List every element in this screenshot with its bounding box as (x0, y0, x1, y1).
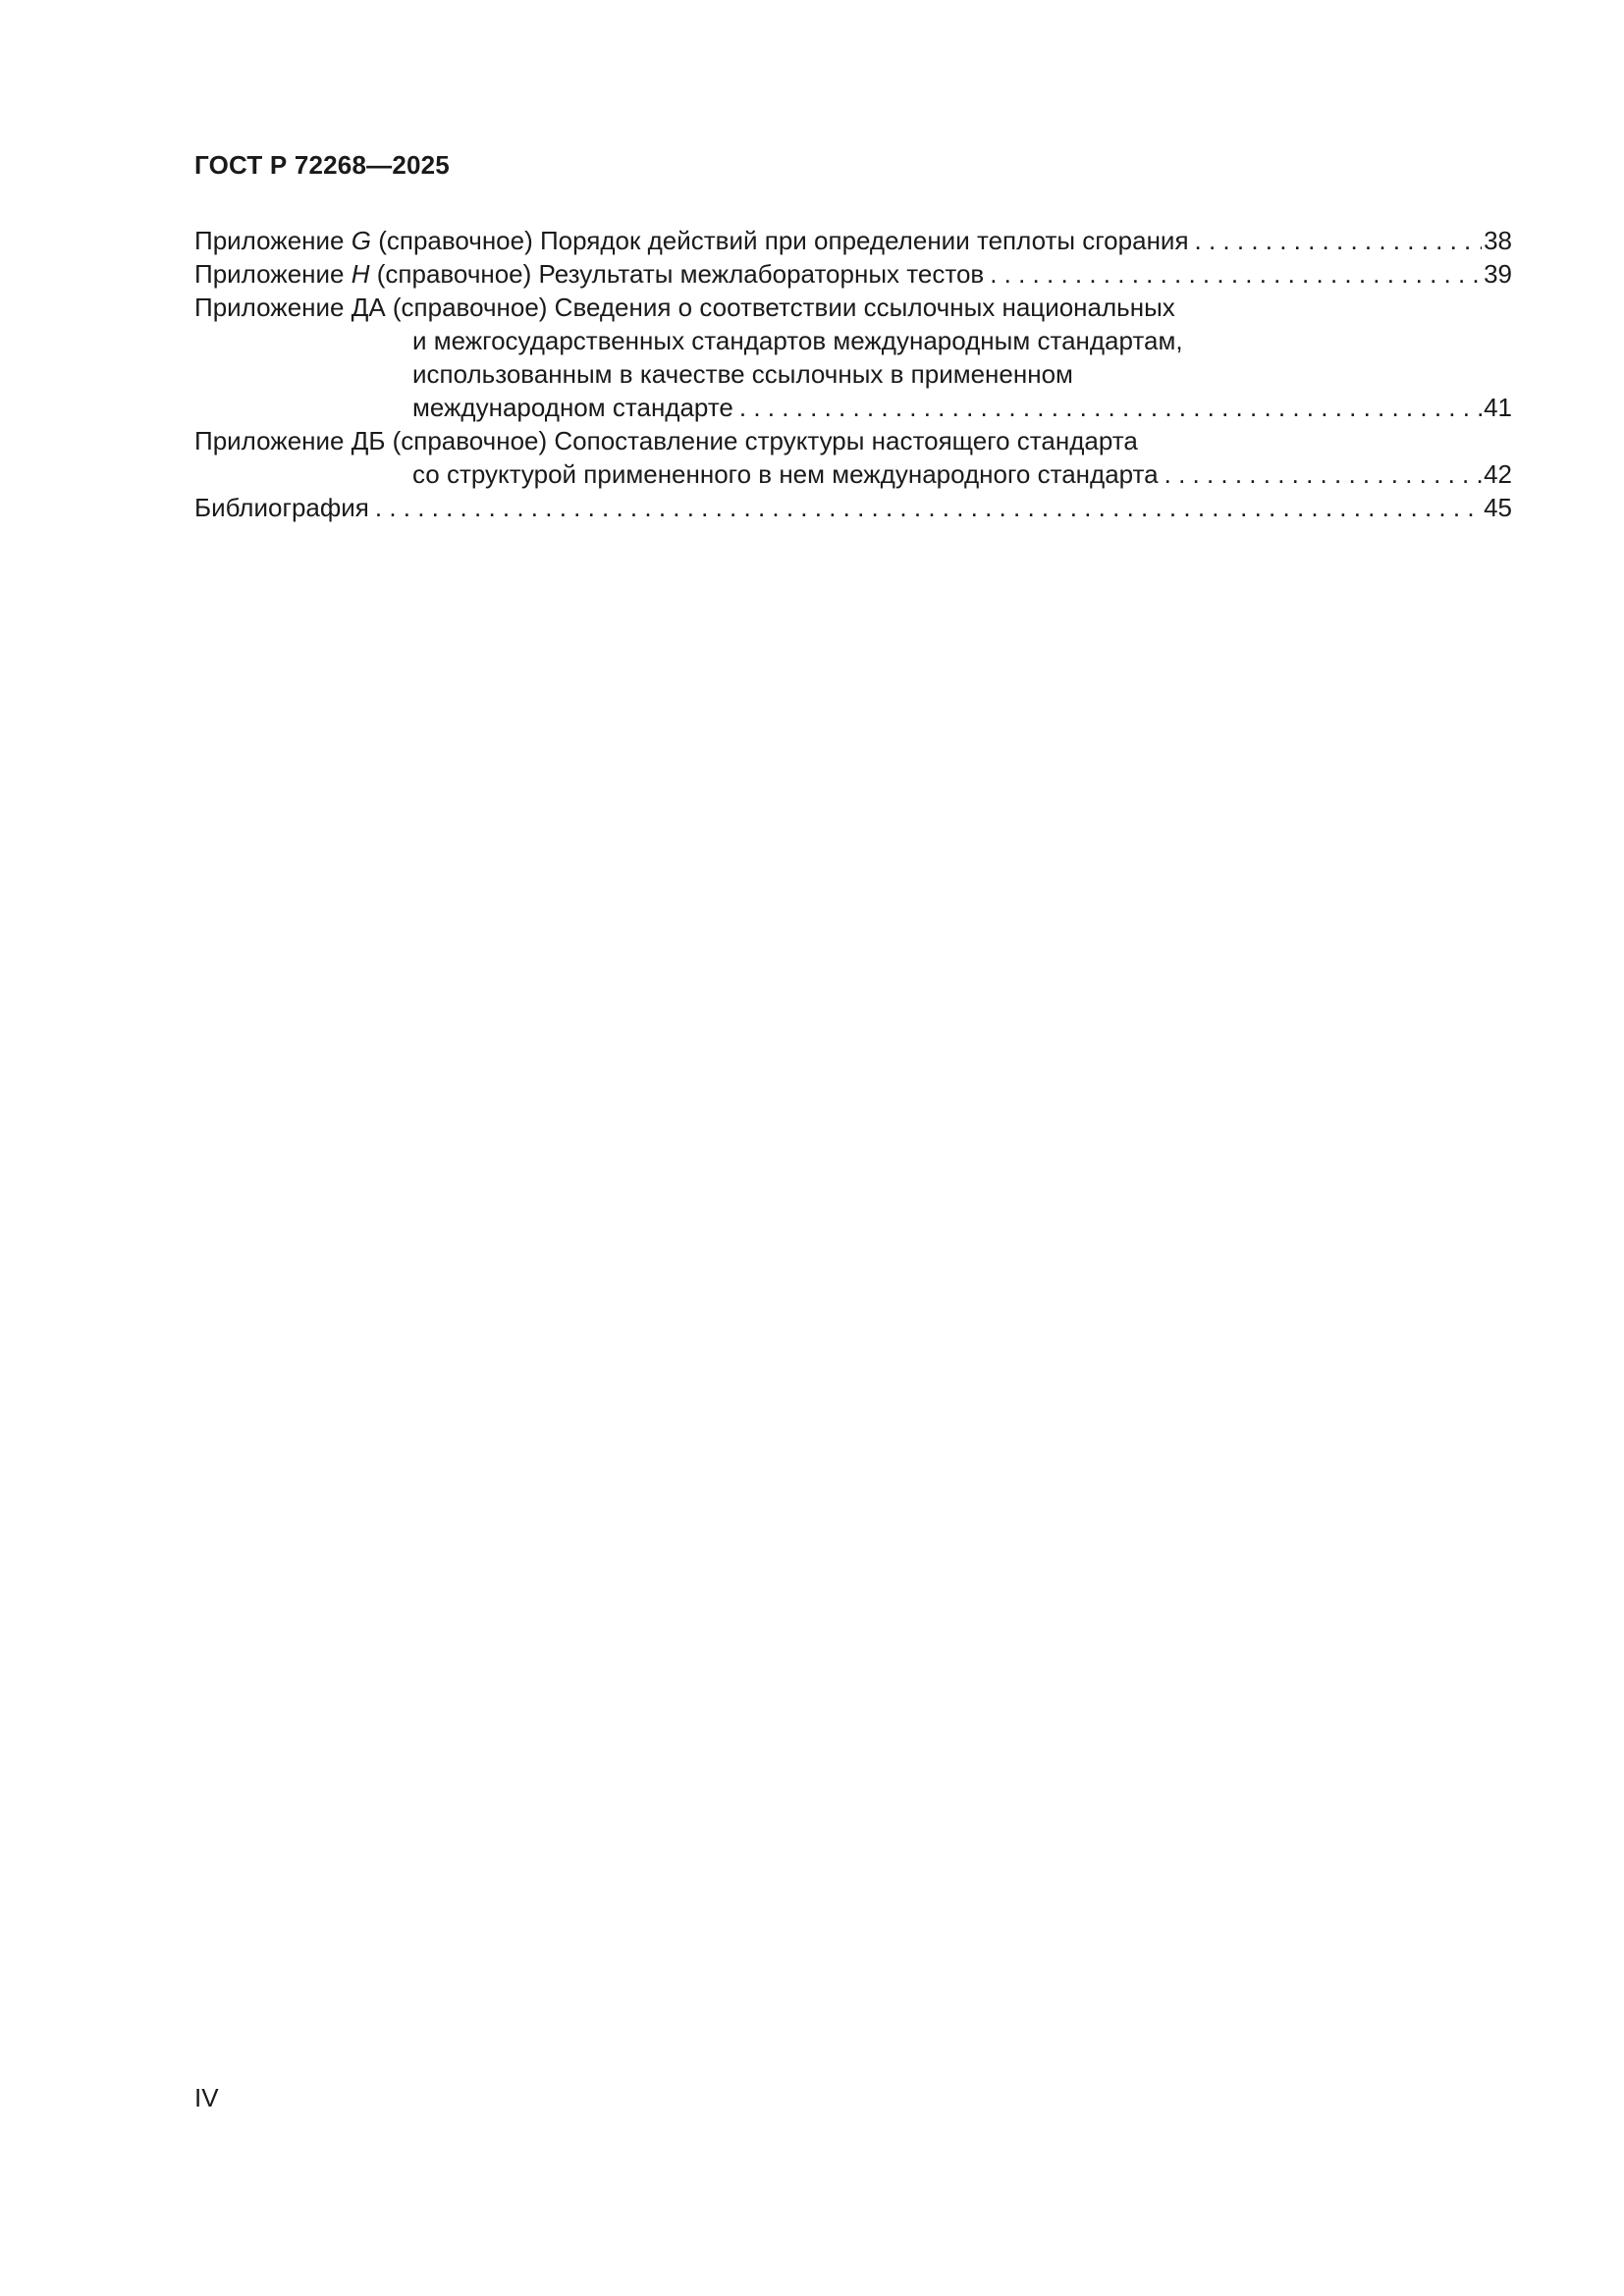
toc-page-number: 45 (1484, 493, 1512, 522)
toc-page-number: 39 (1484, 259, 1512, 289)
toc-entry-appendix-db[interactable] (194, 424, 1512, 491)
toc-line (194, 424, 1512, 457)
toc-entry-text: со структурой примененного в нем международного стандарта (412, 459, 1159, 489)
leader-dots (990, 257, 1482, 291)
toc-entry-appendix-da[interactable] (194, 291, 1512, 424)
leader-dots (375, 491, 1482, 524)
toc-entry-text: (справочное) Сопоставление структуры настоящего стандарта (385, 426, 1138, 455)
toc-page-number: 41 (1484, 393, 1512, 422)
toc-line-continuation (194, 324, 1512, 357)
toc-line (194, 291, 1512, 324)
leader-dots (1195, 224, 1483, 257)
toc-entry-text: (справочное) Результаты межлабораторных тестов (376, 259, 985, 289)
leader-dots (1164, 457, 1482, 491)
toc-entry-title: Библиография (194, 493, 369, 522)
toc-entry-text: (справочное) Сведения о соответствии ссылочных национальных (385, 293, 1175, 322)
toc-entry-title (194, 224, 1189, 257)
toc-entry-title (194, 291, 1175, 324)
toc-entry-prefix: Приложение ДБ (194, 426, 386, 455)
toc-entry-text: и межгосударственных стандартов международным стандартам, (412, 326, 1183, 355)
toc-entry-text: (справочное) Порядок действий при определении теплоты сгорания (378, 226, 1189, 255)
toc-entry-letter: G (351, 226, 371, 255)
toc-entry-prefix: Приложение (194, 259, 352, 289)
toc-entry-appendix-h[interactable] (194, 257, 1512, 291)
toc-entry-bibliography[interactable] (194, 491, 1512, 524)
leader-dots (739, 391, 1482, 424)
document-header: ГОСТ Р 72268—2025 (194, 150, 450, 180)
toc-line-continuation (194, 457, 1512, 491)
toc-entry-letter: H (351, 259, 370, 289)
toc-line-continuation (194, 357, 1512, 391)
table-of-contents (194, 224, 1512, 524)
toc-entry-title (194, 257, 984, 291)
toc-page-number: 42 (1484, 459, 1512, 489)
toc-entry-appendix-g[interactable] (194, 224, 1512, 257)
toc-line (194, 257, 1512, 291)
toc-entry-title (194, 424, 1138, 457)
toc-entry-prefix: Приложение (194, 226, 352, 255)
page-number-footer: IV (194, 2083, 219, 2112)
toc-entry-text: международном стандарте (412, 393, 733, 422)
toc-entry-prefix: Приложение ДА (194, 293, 386, 322)
toc-entry-text: использованным в качестве ссылочных в примененном (412, 359, 1073, 389)
toc-page-number: 38 (1484, 226, 1512, 255)
toc-line-continuation (194, 391, 1512, 424)
toc-line (194, 224, 1512, 257)
toc-line (194, 491, 1512, 524)
